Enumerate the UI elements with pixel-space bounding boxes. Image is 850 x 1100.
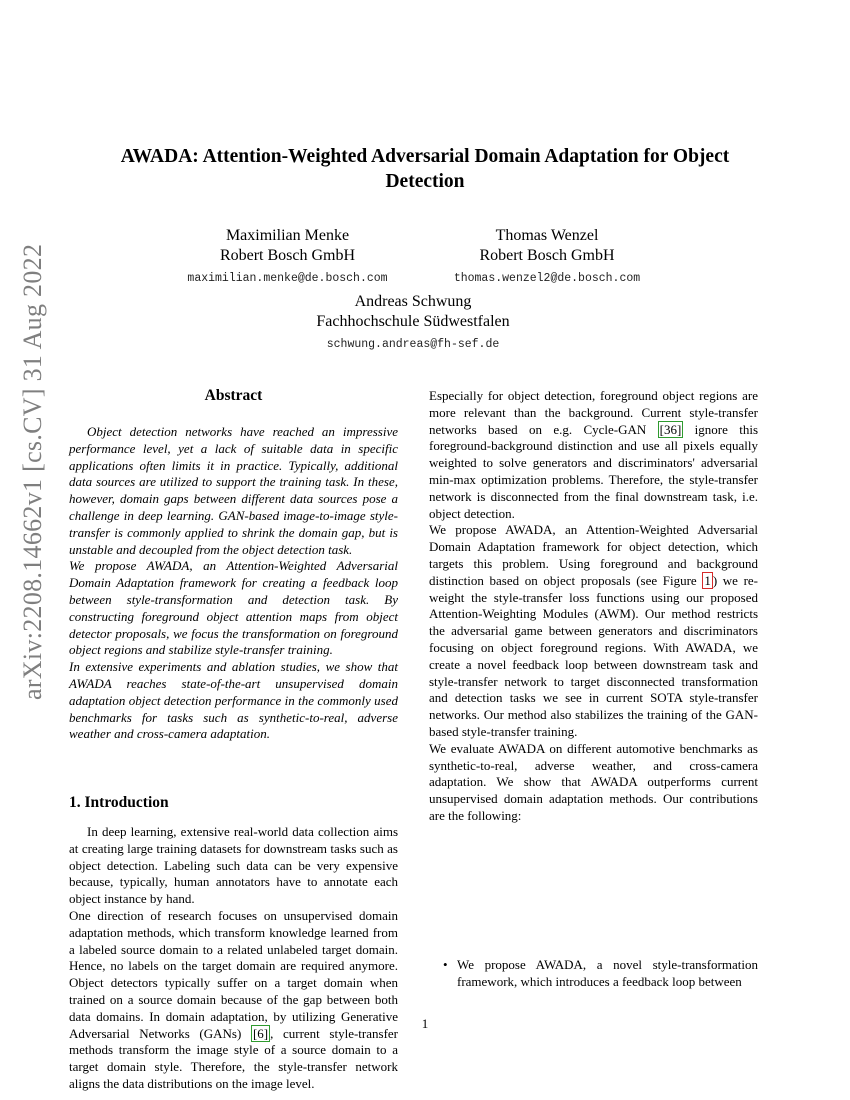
intro-paragraph: [429, 388, 758, 522]
list-item: [443, 957, 758, 991]
author-email[interactable]: maximilian.menke@de.bosch.com: [187, 272, 388, 285]
intro-text: One direction of research focuses on unsupervised domain adaptation methods, which transform knowledge learned from a labeled source domain to a related unlabeled target domain. Hence, no labels on the target domain are required anymore. Object detectors typically suffer on a target domain when trained on a source domain because of the gap between both data domains. In domain adaptation, by utilizing Generative Adversarial Networks (GANs): [69, 907, 398, 1041]
intro-paragraph: [429, 522, 758, 740]
section-heading-introduction: 1. Introduction: [69, 794, 169, 811]
abstract-paragraph: We propose AWADA, an Attention-Weighted Adversarial Domain Adaptation framework for creating a feedback loop between style-transformation and detection task. By constructing foreground object attention maps from object detector proposals, we focus the transformation on foreground object regions and stabilize style-transfer training.: [69, 558, 398, 658]
intro-right-column: [429, 388, 758, 825]
author-affiliation: Robert Bosch GmbH: [219, 247, 356, 264]
contributions-list: [443, 957, 758, 991]
author-block: [170, 226, 405, 289]
abstract-heading: Abstract: [204, 387, 263, 404]
author-name: Andreas Schwung: [354, 293, 472, 310]
list-item-text: We propose AWADA, a novel style-transformation framework, which introduces a feedback loop between: [457, 957, 758, 989]
author-affiliation: Robert Bosch GmbH: [479, 247, 615, 264]
intro-paragraph: In deep learning, extensive real-world data collection aims at creating large training datasets for downstream tasks such as object detection. Labeling such data can be very expensive because, typically, human annotators have to annotate each object instance by hand.: [69, 824, 398, 907]
intro-text: ignore this foreground-background distinction and use all pixels equally weighted to solve generators and discriminators' adversarial min-max optimization problems. Therefore, the style-transfer network is disconnected from the final downstream task, i.e. object detection.: [429, 421, 759, 521]
arxiv-stamp: arXiv:2208.14662v1 [cs.CV] 31 Aug 2022: [18, 243, 47, 700]
author-email[interactable]: schwung.andreas@fh-sef.de: [326, 338, 500, 351]
citation-link[interactable]: [36]: [659, 421, 682, 437]
citation-link[interactable]: [6]: [252, 1025, 269, 1041]
author-affiliation: Fachhochschule Südwestfalen: [316, 313, 510, 330]
intro-text: We propose AWADA, an Attention-Weighted Adversarial Domain Adaptation framework for object detection, which targets this problem. Using foreground and background distinction based on object proposals (see Figure: [429, 522, 758, 588]
intro-text: ) we re-weight the style-transfer loss functions using our proposed Attention-Weighting Modules (AWM). Our method restricts the adversarial game between generators and discriminators focusing on object foreground regions. With AWADA, we create a novel feedback loop between downstream task and style-transfer network to target disconnected transformation and detection tasks we see in current SOTA style-transfer networks. Our method also stabilizes the training of the GAN-based style-transfer training.: [429, 572, 758, 739]
page-number: 1: [421, 1016, 429, 1031]
intro-text: Especially for object detection, foreground object regions are more relevant than the background. Current style-transfer networks based on e.g. Cycle-GAN: [429, 388, 758, 437]
intro-text: , current style-transfer methods transform the image style of a source domain to a target domain style. Therefore, the style-transfer network aligns the data distributions on the image level.: [69, 1025, 398, 1091]
author-name: Thomas Wenzel: [495, 227, 599, 244]
abstract-body: [69, 424, 398, 743]
intro-paragraph: [69, 908, 398, 1093]
abstract-paragraph: In extensive experiments and ablation studies, we show that AWADA reaches state-of-the-art unsupervised domain adaptation object detection performance in the commonly used benchmarks for tasks such as synthetic-to-real, adverse weather and cross-camera adaptation.: [69, 659, 398, 742]
intro-paragraph: We evaluate AWADA on different automotive benchmarks as synthetic-to-real, adverse weather, and cross-camera adaptation. We show that AWADA outperforms current unsupervised domain adaptation methods. Our contributions are the following:: [429, 740, 758, 823]
bullet-icon: •: [443, 957, 448, 972]
author-name: Maximilian Menke: [225, 227, 350, 244]
author-block: [288, 292, 538, 355]
author-email[interactable]: thomas.wenzel2@de.bosch.com: [453, 272, 641, 285]
paper-title: AWADA: Attention-Weighted Adversarial Domain Adaptation for Object Detection: [120, 146, 730, 192]
figure-link[interactable]: 1: [704, 572, 711, 588]
abstract-paragraph: Object detection networks have reached an impressive performance level, yet a lack of suitable data in specific applications often limits it in practice. Typically, additional data sources are utilized to support the training task. In these, however, domain gaps between different data sources pose a challenge in deep learning. GAN-based image-to-image style-transfer is commonly applied to shrink the domain gap, but is unstable and decoupled from the object detection task.: [69, 424, 398, 557]
author-block: [438, 226, 656, 289]
intro-left-column: [69, 824, 398, 1093]
